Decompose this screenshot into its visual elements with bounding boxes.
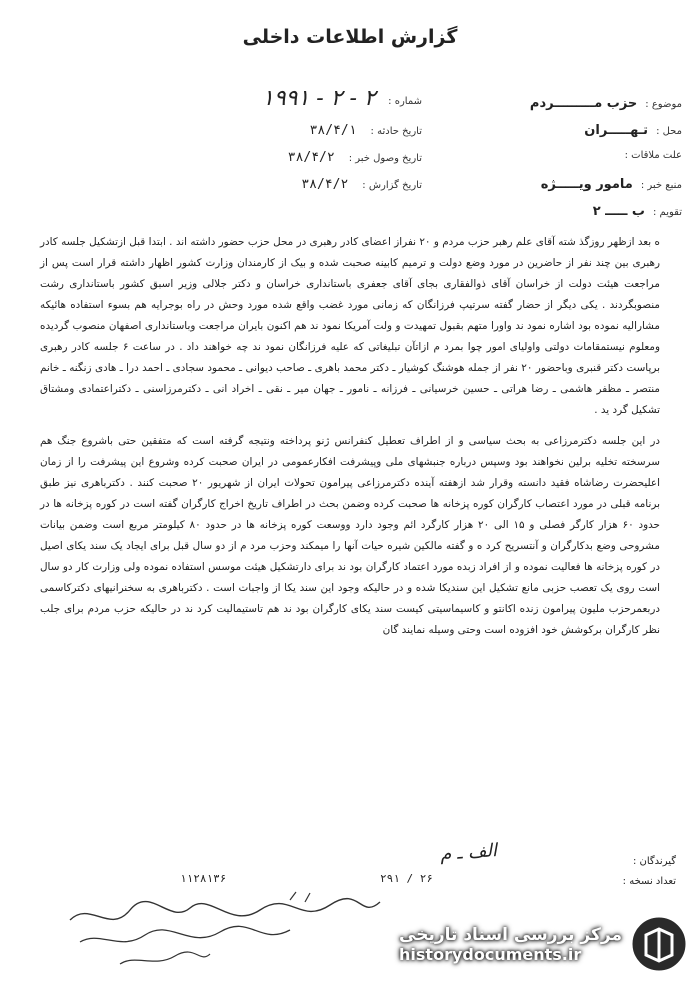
meta-source: منبع خبر : مامور ویـــــژه [540, 177, 682, 192]
meta-report-date: تاریخ گزارش : ۳۸/۴/۲ [301, 177, 422, 192]
meta-location: محل : تـهـــــران [584, 123, 682, 138]
meta-evaluation: تقویم : ب ـــــ ۲ [592, 204, 682, 219]
metadata-right-column [442, 96, 682, 231]
archive-number: ۱۱۲۸۱۳۶ [180, 872, 227, 885]
metadata-left-column [232, 96, 422, 204]
meta-subject: موضوع : حزب مـــــــــردم [529, 96, 682, 111]
author-initials: الف ـ م [439, 840, 498, 865]
handwritten-document-number: ۱۹۹۱ - ۲ - ۲ [262, 86, 376, 111]
archive-logo-icon [628, 913, 690, 975]
archive-watermark [399, 913, 690, 975]
meta-number: شماره : [388, 96, 422, 107]
meta-meeting-reason: علت ملاقات : [624, 150, 682, 161]
handwritten-signature [60, 880, 390, 970]
meta-received-date: تاریخ وصول خبر : ۳۸/۴/۲ [287, 150, 422, 165]
copies-label: تعداد نسخه : [622, 876, 676, 887]
receivers-label: گیرندگان : [632, 856, 676, 867]
watermark-url[interactable]: historydocuments.ir [399, 944, 582, 964]
report-body [40, 232, 660, 651]
meta-incident-date: تاریخ حادثه : ۳۸/۴/۱ [309, 123, 422, 138]
distribution-block [623, 856, 676, 896]
reference-number: ۲۹۱ / ۲۶ [380, 872, 433, 885]
watermark-name: مرکز بررسی اسناد تاریخی [399, 924, 622, 945]
report-paragraph: در این جلسه دکترمرزاعی به بحث سیاسی و از اطراف تعطیل کنفرانس ژنو پرداخته ونتیجه گرفته است که متفقین حتی باشروع جنگ هم سرسخته تخلیه برلین نخواهند بود وسپس درباره جنبشهای ملی وپیشرفت افکارعمومی در ایران صحبت کرده وشروع این پیشرفت را از زمان اعلیحضرت رضاشاه فقید دانسته وقرار شد ازهفته آینده دکترمرزاعی پیرامون تحولات ایران از شهریور ۲۰ صحبت کنند . دکترباهری نیز طبق برنامه قبلی در مورد اعتصاب کارگران کوره پزخانه ها صحبت کرده وضمن بحث در اطراف تاریخ اخراج کارگران گفته است در کوره پزخانه ها در حدود ۶۰ هزار کارگر فصلی و ۱۵ الی ۲۰ هزار کارگرد ائم وجود دارد ووسعت کوره پزخانه ها در حدود ۸۰ کیلومتر مربع است وضمن بیانات مشروحی وضع بدکارگران و آنتسریح کرد ه و گفته مالکین شیره حیات آنها را میمکند وحزب مرد م از دو سال قبل برای ایجاد یک سند یکای اصیل در کوره پزخانه ها فعالیت نموده و از افراد زبده مورد اعتماد کارگران بود ند برای دارتشکیل هیئت موسس استفاده نموده ولی وزارت کار دو سال است روی یک تعصب حزبی مانع تشکیل این سندیکا شده و در حالیکه وجود این سند یکا از واجبات است . دکترباهری به سخنرانیهای دکترکاسمی دربعمرحزب ملیون پیرامون زنده اکانتو و کاسیماسیتی کیست سند یکای کارگران بود ند هم تاستیمالیت کرد ند در حالیکه حزب مردم برای جلب نظر کارگران برکوشش خود افزوده است وحتی وسیله نمایند گان [40, 435, 660, 636]
report-paragraph: ه بعد ازظهر روزگذ شته آقای علم رهبر حزب مردم و ۲۰ نفراز اعضای کادر رهبری در محل حزب حضور داشته اند . ابتدا قبل ازتشکیل جلسه کادر رهبری بین چند نفر از حاضرین در مورد وضع دولت و ترمیم کابینه صحبت شده و بیک از کارمندان وزارت کشور اظهار داشته قرار است پس از مراجعت هیئت دولت از خراسان آقای ذوالفقاری بجای آقای جعفری باستانداری خراسان و دکتر جلالی وزیر اسبق کشور باستانداری رشت منصوبگردند . یکی دیگر از حضار گفته سرتیپ فرزانگان که زمانی مورد غضب واقع شده مورد وحش در راه بوجرایه هم بسوء استفاده هائیکه مشارالیه نموده بود اشاره نمود ند واورا متهم بقبول تمهیدت و ولت آمریکا نمود ند هم اکنون بایران مراجعت وباستانداری اصفهان منصوب گردیده ومعلوم نیستمقامات دولتی واولیای امور چوا بمرد م ازاتآن تبلیغاتی که علیه فرزانگان نمود ند چه خواهند داد . در ساعت ۶ جلسه کادر رهبری برپاست دکتر قنبری وباحضور ۲۰ نفر از جمله هوشنگ کوشیار ـ دکتر محمد باهری ـ صاحب دیوانی ـ محمود سجادی ـ احمد درا ـ هادی زنگنه ـ خانم منتصر ـ مظفر هاشمی ـ رضا هراتی ـ حسین خرسیانی ـ فرزانه ـ نامور ـ جهان میر ـ نقی ـ اخراد انی ـ دکترمرزاسنی ـ دکتراعتمادی ومشتاق تشکیل گرد ید . [40, 236, 661, 416]
document-title: گزارش اطلاعات داخلی [242, 26, 458, 48]
